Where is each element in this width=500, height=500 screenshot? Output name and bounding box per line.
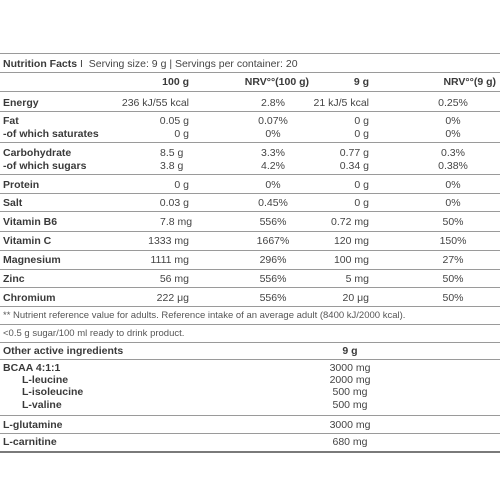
nrv-100g: 556% — [259, 216, 287, 228]
value-9g: 0.34 g — [339, 160, 369, 172]
bottom-border — [0, 451, 500, 453]
divider — [0, 53, 500, 54]
divider — [0, 415, 500, 416]
nrv-9g: 0.38% — [438, 160, 468, 172]
divider — [0, 174, 500, 175]
value-9g: 100 mg — [333, 254, 369, 266]
column-header-nrv-9g: NRV°°(9 g) — [443, 76, 496, 88]
nrv-100g: 0% — [265, 179, 281, 191]
divider — [0, 324, 500, 325]
nutrient-name: Vitamin C — [3, 235, 52, 247]
divider — [0, 359, 500, 360]
nrv-100g: 0.45% — [258, 197, 288, 209]
value-100g: 1333 mg — [148, 235, 189, 247]
nutrient-name: Zinc — [3, 273, 25, 285]
value-100g: 3.8 g — [160, 160, 184, 172]
nrv-9g: 0% — [445, 128, 461, 140]
divider — [0, 72, 500, 73]
value-100g: 7.8 mg — [160, 216, 193, 228]
ingredient-value: 500 mg — [332, 386, 368, 398]
value-9g: 0 g — [354, 115, 369, 127]
other-ingredients-column-9g: 9 g — [342, 345, 358, 357]
divider — [0, 433, 500, 434]
ingredient-name: L-glutamine — [3, 419, 63, 431]
value-100g: 0 g — [174, 179, 189, 191]
value-100g: 222 μg — [156, 292, 189, 304]
divider — [0, 287, 500, 288]
ingredient-value: 680 mg — [332, 436, 368, 448]
column-header-100g: 100 g — [162, 76, 189, 88]
ingredient-name: L-carnitine — [3, 436, 57, 448]
divider — [0, 342, 500, 343]
nutrient-name: Magnesium — [3, 254, 61, 266]
divider — [0, 211, 500, 212]
nrv-100g: 4.2% — [261, 160, 285, 172]
value-9g: 21 kJ/5 kcal — [313, 97, 369, 109]
nutrient-name: Carbohydrate — [3, 147, 72, 159]
ingredient-name: L-valine — [22, 399, 62, 411]
value-100g: 0.05 g — [159, 115, 189, 127]
value-100g: 1111 mg — [150, 254, 189, 266]
column-header-9g: 9 g — [353, 76, 369, 88]
nrv-100g: 556% — [259, 273, 287, 285]
value-9g: 0 g — [354, 179, 369, 191]
nrv-9g: 0.25% — [438, 97, 468, 109]
nrv-100g: 556% — [259, 292, 287, 304]
divider — [0, 91, 500, 92]
nrv-9g: 0.3% — [441, 147, 465, 159]
nutrient-name: -of which saturates — [3, 128, 99, 140]
nrv-100g: 1667% — [256, 235, 290, 247]
ingredient-name: BCAA 4:1:1 — [3, 362, 61, 374]
nrv-9g: 50% — [442, 292, 464, 304]
nrv-100g: 3.3% — [261, 147, 285, 159]
title-row — [3, 58, 298, 70]
nutrient-name: Energy — [3, 97, 39, 109]
nrv-9g: 0% — [445, 179, 461, 191]
value-100g: 236 kJ/55 kcal — [121, 97, 189, 109]
value-9g: 0 g — [354, 197, 369, 209]
nutrient-name: Salt — [3, 197, 23, 209]
nrv-9g: 50% — [442, 273, 464, 285]
value-100g: 0 g — [174, 128, 189, 140]
ingredient-value: 3000 mg — [329, 419, 371, 431]
column-header-nrv-100g: NRV°°(100 g) — [244, 76, 309, 88]
ingredient-value: 2000 mg — [329, 374, 371, 386]
divider — [0, 142, 500, 143]
other-ingredients-title: Other active ingredients — [3, 345, 124, 357]
nrv-9g: 150% — [439, 235, 467, 247]
ingredient-value: 3000 mg — [329, 362, 371, 374]
nrv-100g: 2.8% — [261, 97, 285, 109]
ingredient-value: 500 mg — [332, 399, 368, 411]
nutrient-name: Fat — [3, 115, 19, 127]
ingredient-name: L-isoleucine — [22, 386, 84, 398]
nrv-footnote: ** Nutrient reference value for adults. Reference intake of an average adult (8400 kJ/2000 kcal). — [3, 310, 406, 321]
divider — [0, 250, 500, 251]
value-9g: 0.72 mg — [331, 216, 369, 228]
title-separator: I — [80, 58, 83, 70]
value-9g: 0.77 g — [339, 147, 369, 159]
nrv-9g: 0% — [445, 115, 461, 127]
nutrient-name: Vitamin B6 — [3, 216, 58, 228]
value-9g: 20 μg — [342, 292, 369, 304]
value-100g: 0.03 g — [159, 197, 189, 209]
ingredient-name: L-leucine — [22, 374, 69, 386]
divider — [0, 269, 500, 270]
nrv-100g: 296% — [259, 254, 287, 266]
nutrient-name: -of which sugars — [3, 160, 87, 172]
nrv-9g: 27% — [442, 254, 464, 266]
divider — [0, 111, 500, 112]
serving-info: Serving size: 9 g | Servings per container: 20 — [88, 58, 298, 70]
nrv-9g: 0% — [445, 197, 461, 209]
value-100g: 8.5 g — [160, 147, 184, 159]
nutrient-name: Protein — [3, 179, 40, 191]
divider — [0, 306, 500, 307]
divider — [0, 193, 500, 194]
value-9g: 120 mg — [333, 235, 369, 247]
value-100g: 56 mg — [159, 273, 189, 285]
divider — [0, 231, 500, 232]
value-9g: 0 g — [354, 128, 369, 140]
value-9g: 5 mg — [345, 273, 369, 285]
nutrient-name: Chromium — [3, 292, 56, 304]
nrv-100g: 0.07% — [258, 115, 288, 127]
nrv-9g: 50% — [442, 216, 464, 228]
label-title: Nutrition Facts — [3, 58, 78, 70]
sugar-footnote: <0.5 g sugar/100 ml ready to drink product. — [3, 328, 185, 339]
nrv-100g: 0% — [265, 128, 281, 140]
